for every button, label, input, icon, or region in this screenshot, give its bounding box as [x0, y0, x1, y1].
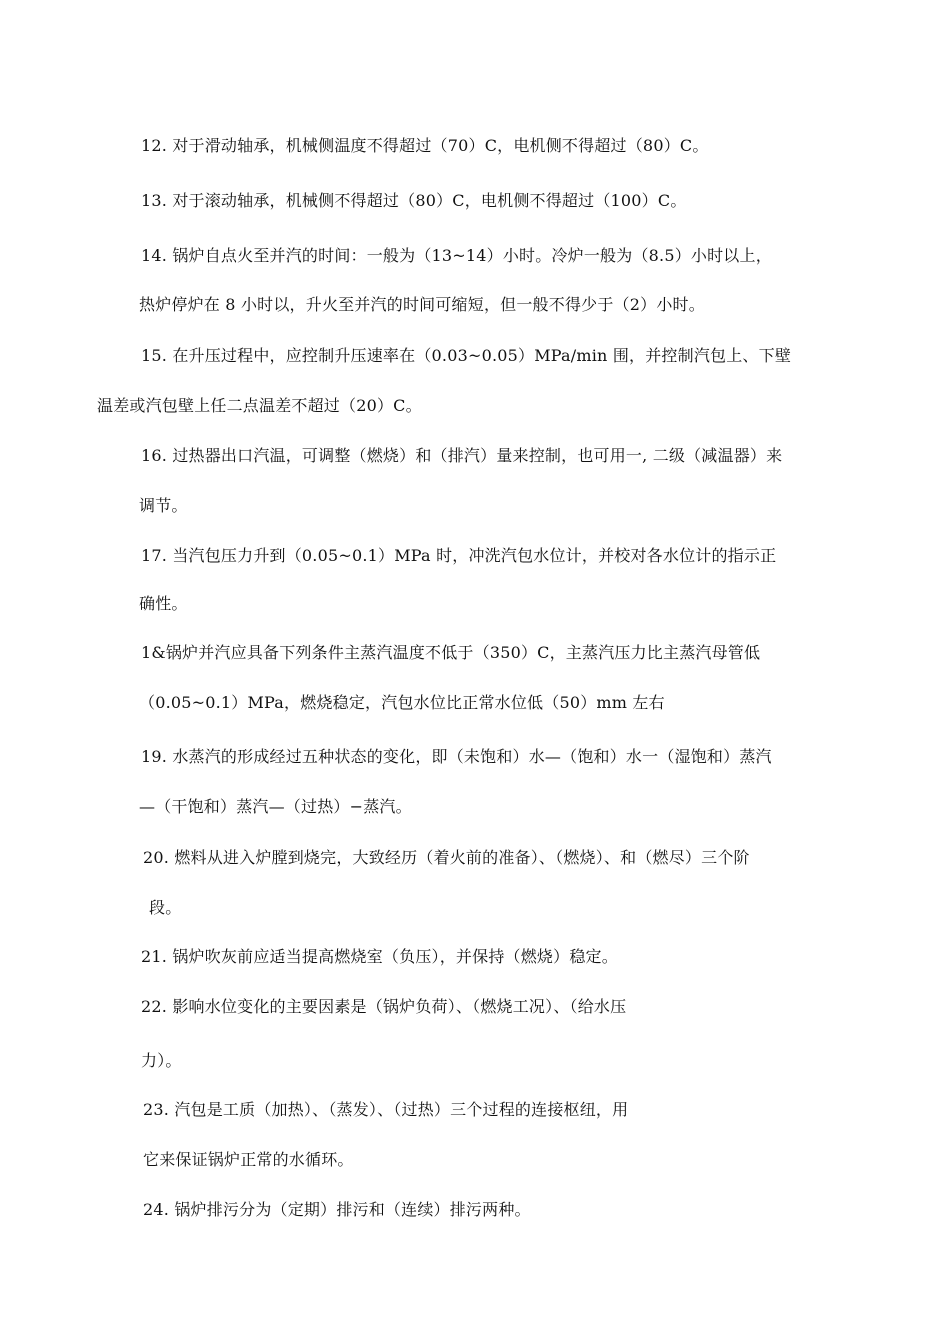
item-16-line-2: 调节。 — [139, 496, 188, 515]
item-23-line-1: 23. 汽包是工质（加热）、（蒸发）、（过热）三个过程的连接枢纽，用 — [143, 1100, 629, 1119]
item-19-line-1: 19. 水蒸汽的形成经过五种状态的变化，即（未饱和）水—（饱和）水一（湿饱和）蒸汽 — [141, 747, 772, 766]
item-17-line-1: 17. 当汽包压力升到（0.05~0.1）MPa 时，冲洗汽包水位计，并校对各水位计的指示正 — [141, 546, 777, 565]
item-17-line-2: 确性。 — [139, 594, 188, 613]
item-18-line-2: （0.05~0.1）MPa，燃烧稳定，汽包水位比正常水位低（50）mm 左右 — [139, 693, 665, 712]
item-12-line: 12. 对于滑动轴承，机械侧温度不得超过（70）C，电机侧不得超过（80）C。 — [141, 136, 709, 155]
item-20-line-2: 段。 — [149, 898, 182, 917]
item-23-line-2: 它来保证锅炉正常的水循环。 — [143, 1150, 354, 1169]
item-18-line-1: 1&锅炉并汽应具备下列条件主蒸汽温度不低于（350）C，主蒸汽压力比主蒸汽母管低 — [141, 643, 761, 662]
item-14-line-1: 14. 锅炉自点火至并汽的时间：一般为（13~14）小时。冷炉一般为（8.5）小时以上， — [141, 246, 772, 265]
item-21-line: 21. 锅炉吹灰前应适当提高燃烧室（负压），并保持（燃烧）稳定。 — [141, 947, 618, 966]
item-15-line-1: 15. 在升压过程中，应控制升压速率在（0.03~0.05）MPa/min 围，并控制汽包上、下壁 — [141, 346, 792, 365]
item-24-line: 24. 锅炉排污分为（定期）排污和（连续）排污两种。 — [143, 1200, 531, 1219]
item-20-line-1: 20. 燃料从进入炉膛到烧完，大致经历（着火前的准备）、（燃烧）、和（燃尽）三个阶 — [143, 848, 750, 867]
item-22-line-1: 22. 影响水位变化的主要因素是（锅炉负荷）、（燃烧工况）、（给水压 — [141, 997, 627, 1016]
item-15-line-2: 温差或汽包壁上任二点温差不超过（20）C。 — [97, 396, 422, 415]
item-14-line-2: 热炉停炉在 8 小时以，升火至并汽的时间可缩短，但一般不得少于（2）小时。 — [139, 295, 705, 314]
item-22-line-2: 力）。 — [141, 1051, 182, 1070]
item-13-line: 13. 对于滚动轴承，机械侧不得超过（80）C，电机侧不得超过（100）C。 — [141, 191, 687, 210]
item-19-line-2: —（干饱和）蒸汽—（过热）−蒸汽。 — [139, 797, 412, 816]
item-16-line-1: 16. 过热器出口汽温，可调整（燃烧）和（排汽）量来控制，也可用一, 二级（减温器）来 — [141, 446, 783, 465]
